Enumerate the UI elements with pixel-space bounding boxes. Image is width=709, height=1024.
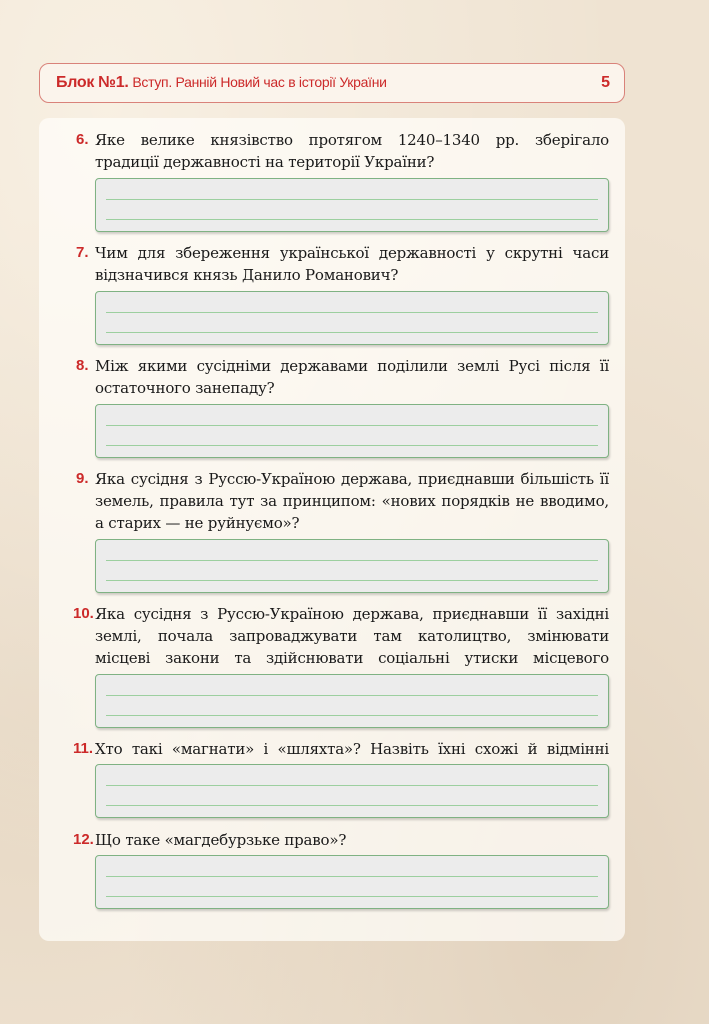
question-number: 9. [76, 470, 89, 487]
answer-field[interactable] [95, 674, 609, 728]
question-number: 7. [76, 244, 89, 261]
answer-line [106, 560, 598, 561]
answer-line [106, 876, 598, 877]
question-text: Що таке «магдебурзьке право»? [95, 831, 347, 849]
question-text: Між якими сусідніми державами поділили землі Русі після її остаточного занепаду? [95, 357, 609, 397]
question-text: Яка сусідня з Руссю-Україною держава, приєднавши більшість її земель, правила тут за принципом: «нових порядків не вводимо, а старих — не руйнуємо»? [95, 470, 609, 532]
answer-line [106, 219, 598, 220]
questions-panel [39, 118, 625, 941]
question-text: Яке велике князівство протягом 1240–1340 рр. зберігало традиції державності на території України? [95, 131, 609, 171]
question-number: 12. [73, 831, 94, 848]
answer-field[interactable] [95, 539, 609, 593]
answer-line [106, 332, 598, 333]
question-number: 8. [76, 357, 89, 374]
question-number: 6. [76, 131, 89, 148]
page-header [39, 63, 625, 103]
answer-line [106, 312, 598, 313]
header-title [56, 74, 387, 92]
block-label: Блок №1. [56, 74, 129, 91]
answer-line [106, 425, 598, 426]
answer-line [106, 896, 598, 897]
answer-line [106, 805, 598, 806]
answer-field[interactable] [95, 178, 609, 232]
answer-field[interactable] [95, 764, 609, 818]
answer-line [106, 199, 598, 200]
question-text: Чим для збереження української державності у скрутні часи відзначився князь Данило Романович? [95, 244, 609, 284]
answer-line [106, 695, 598, 696]
answer-line [106, 580, 598, 581]
answer-line [106, 445, 598, 446]
question-number: 10. [73, 605, 94, 622]
page-number: 5 [601, 74, 610, 91]
answer-field[interactable] [95, 291, 609, 345]
question-number: 11. [73, 740, 94, 757]
answer-field[interactable] [95, 855, 609, 909]
answer-line [106, 715, 598, 716]
block-subtitle: Вступ. Ранній Новий час в історії України [132, 74, 387, 90]
answer-line [106, 785, 598, 786]
answer-field[interactable] [95, 404, 609, 458]
question-text: Яка сусідня з Руссю-Україною держава, приєднавши її західні землі, почала запроваджувати там католицтво, змінювати місцеві закони та здійснювати соціальні утиски місцевого [95, 605, 609, 667]
question-text: Хто такі «магнати» і «шляхта»? Назвіть їхні схожі й відмінні [95, 740, 609, 758]
